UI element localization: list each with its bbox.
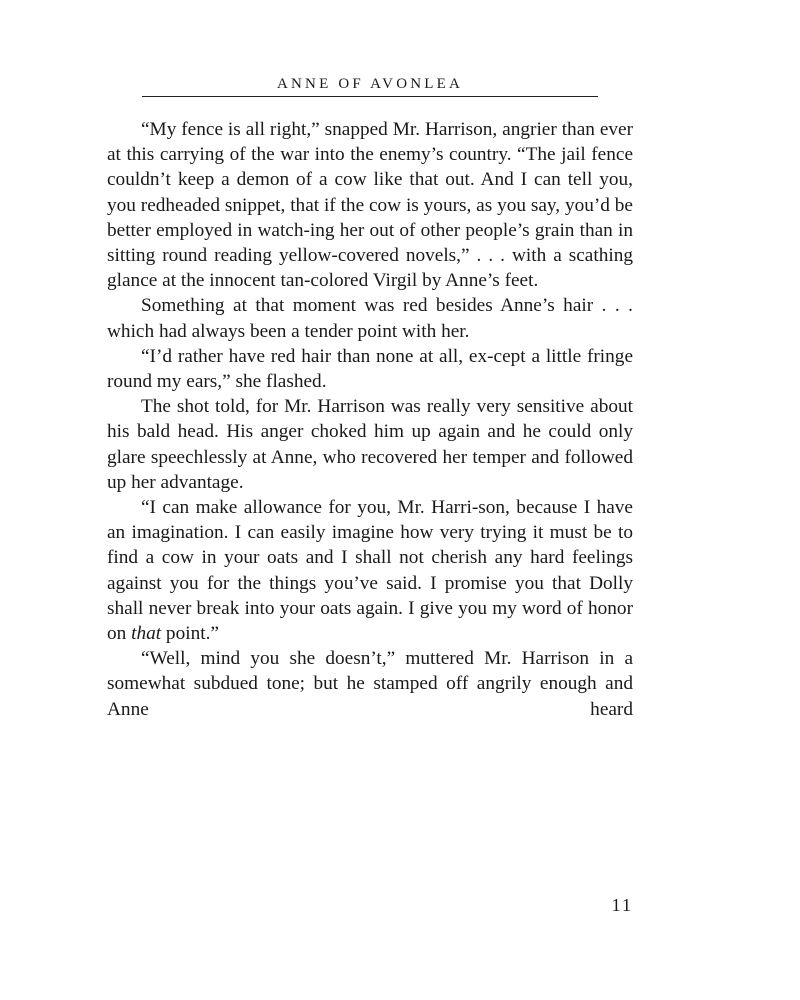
paragraph: “My fence is all right,” snapped Mr. Harrison, angrier than ever at this carrying of the war into the enemy’s country. “The jail fence couldn’t keep a demon of a cow like that out. And I can tell you, you redheaded snippet, that if the cow is yours, as you say, you’d be better employed in watch-ing her out of other people’s grain than in sitting round reading yellow-covered novels,” . . . with a scathing glance at the innocent tan-colored Virgil by Anne’s feet. xyxy=(107,119,633,292)
paragraph: “Well, mind you she doesn’t,” muttered Mr. Harrison in a somewhat subdued tone; but he stamped off angrily enough and Anne heard xyxy=(107,648,633,720)
paragraph: Something at that moment was red besides Anne’s hair . . . which had always been a tender point with her. xyxy=(107,295,633,342)
running-head-title: ANNE OF AVONLEA xyxy=(276,76,464,92)
header-rule xyxy=(142,96,598,97)
body-text xyxy=(107,117,633,722)
paragraph: “I’d rather have red hair than none at all, ex-cept a little fringe round my ears,” she flashed. xyxy=(107,345,633,393)
page-number: 11 xyxy=(611,895,633,915)
paragraph-text: point.” xyxy=(161,623,219,645)
paragraph: The shot told, for Mr. Harrison was really very sensitive about his bald head. His anger choked him up again and he could only glare speechlessly at Anne, who recovered her temper and followed up her advantage. xyxy=(107,396,633,493)
paragraph-text: “I can make allowance for you, Mr. Harri-son, because I have an imagination. I can easily imagine how very trying it must be to find a cow in your oats and I shall not cherish any hard feelings against you for the things you’ve said. I promise you that Dolly shall never break into your oats again. I give you my word of honor on xyxy=(107,497,633,645)
paragraph xyxy=(107,495,633,646)
emphasized-word: that xyxy=(131,623,162,645)
